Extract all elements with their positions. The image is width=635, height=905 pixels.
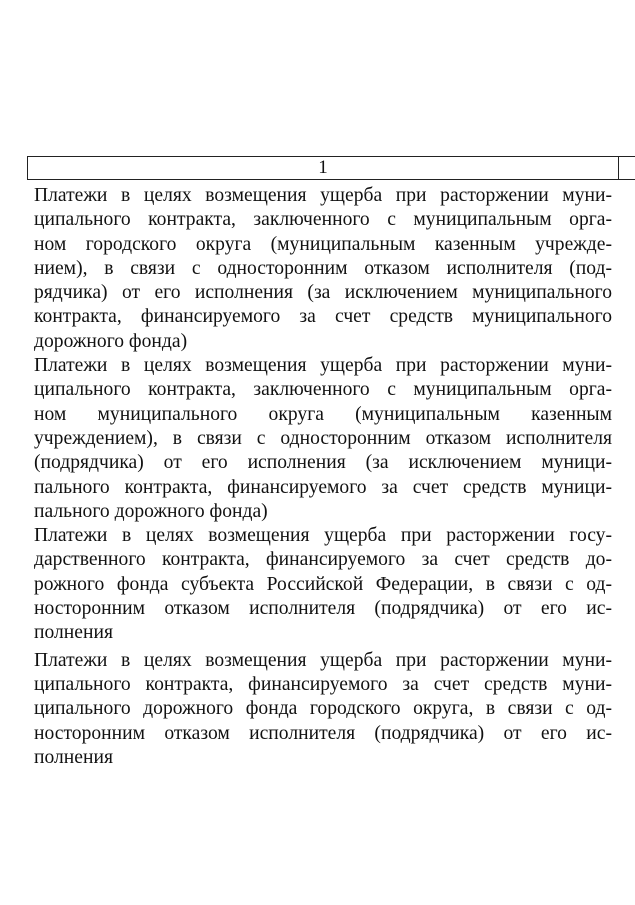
text-line: Платежи в целях возмещения ущерба при расторжении муни- bbox=[34, 185, 612, 206]
paragraph-1 bbox=[34, 184, 612, 354]
paragraph-2 bbox=[34, 354, 612, 524]
text-line: ном городского округа (муниципальным казенным учрежде- bbox=[34, 233, 612, 255]
text-line: дарственного контракта, финансируемого за счет средств до- bbox=[34, 549, 612, 571]
document-body bbox=[34, 184, 612, 770]
text-line: носторонним отказом исполнителя (подрядчика) от его ис- bbox=[34, 598, 612, 620]
text-line: дорожного фонда) bbox=[34, 330, 188, 352]
paragraph-3 bbox=[34, 524, 612, 645]
text-line: учреждением), в связи с односторонним отказом исполнителя bbox=[34, 427, 612, 449]
paragraph-4 bbox=[34, 649, 612, 770]
text-line: рядчика) от его исполнения (за исключением муниципального bbox=[34, 282, 612, 304]
text-line: Платежи в целях возмещения ущерба при расторжении госу- bbox=[34, 525, 612, 547]
text-line: ном муниципального округа (муниципальным казенным bbox=[34, 403, 612, 425]
text-line: ципального контракта, заключенного с муниципальным орга- bbox=[34, 379, 612, 401]
text-line: нием), в связи с односторонним отказом исполнителя (под- bbox=[34, 257, 612, 279]
text-line: полнения bbox=[34, 622, 113, 644]
column-number-cell: 1 bbox=[27, 157, 619, 179]
text-line: полнения bbox=[34, 746, 113, 768]
text-line: носторонним отказом исполнителя (подрядчика) от его ис- bbox=[34, 722, 612, 744]
text-line: контракта, финансируемого за счет средств муниципального bbox=[34, 306, 612, 328]
text-line: Платежи в целях возмещения ущерба при расторжении муни- bbox=[34, 355, 612, 377]
text-line: пального контракта, финансируемого за счет средств муници- bbox=[34, 476, 612, 498]
text-line: пального дорожного фонда) bbox=[34, 500, 268, 522]
text-line: рожного фонда субъекта Российской Федерации, в связи с од- bbox=[34, 573, 612, 595]
text-line: ципального контракта, финансируемого за счет средств муни- bbox=[34, 673, 612, 695]
text-line: Платежи в целях возмещения ущерба при расторжении муни- bbox=[34, 649, 612, 671]
text-line: (подрядчика) от его исполнения (за исключением муници- bbox=[34, 452, 612, 474]
text-line: ципального дорожного фонда городского округа, в связи с од- bbox=[34, 698, 612, 720]
text-line: ципального контракта, заключенного с муниципальным орга- bbox=[34, 209, 612, 231]
table-header-row bbox=[27, 156, 635, 180]
